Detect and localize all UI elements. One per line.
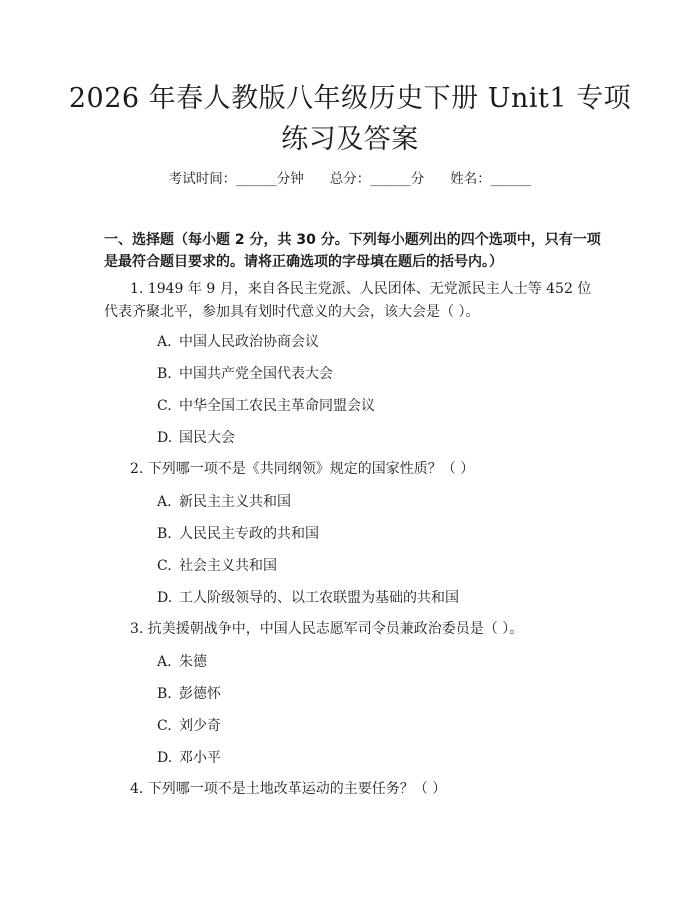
option-text: 国民大会: [179, 430, 235, 446]
exam-time-label: 考试时间：______分钟: [168, 171, 304, 187]
section-heading: 一、选择题（每小题 2 分，共 30 分。下列每小题列出的四个选项中，只有一项是最符合题目要求的。请将正确选项的字母填在题后的括号内。）: [104, 232, 601, 270]
option-letter: D.: [157, 750, 173, 766]
option-text: 中国共产党全国代表大会: [179, 366, 333, 382]
option-letter: C.: [157, 558, 172, 574]
exam-info: [0, 169, 700, 189]
question-1-option-b: [157, 364, 597, 384]
option-text: 工人阶级领导的、以工农联盟为基础的共和国: [179, 590, 459, 606]
question-4: 4. 下列哪一项不是土地改革运动的主要任务？（ ）: [130, 781, 447, 797]
total-score-label: 总分：______分: [329, 171, 425, 187]
question-1-option-a: [157, 332, 597, 352]
title-line-2: 练习及答案: [281, 124, 419, 155]
question-2-option-d: [157, 588, 597, 608]
option-letter: A.: [157, 654, 172, 670]
option-letter: C.: [157, 718, 172, 734]
option-text: 彭德怀: [179, 686, 221, 702]
option-text: 中华全国工农民主革命同盟会议: [179, 398, 375, 414]
question-1: 1. 1949 年 9 月，来自各民主党派、人民团体、无党派民主人士等 452 位代表齐聚北平，参加具有划时代意义的大会，该大会是（ ）。: [104, 281, 592, 320]
question-1-option-c: [157, 396, 597, 416]
question-3: 3. 抗美援朝战争中，中国人民志愿军司令员兼政治委员是（ ）。: [130, 621, 524, 637]
question-3-option-c: [157, 716, 597, 736]
option-text: 社会主义共和国: [179, 558, 277, 574]
option-letter: B.: [157, 686, 172, 702]
student-name-label: 姓名：______: [450, 171, 532, 187]
title-line-1: 2026 年春人教版八年级历史下册 Unit1 专项: [68, 83, 632, 114]
option-text: 邓小平: [179, 750, 221, 766]
question-2-option-b: [157, 524, 597, 544]
option-text: 刘少奇: [179, 718, 221, 734]
option-letter: D.: [157, 430, 173, 446]
option-letter: C.: [157, 398, 172, 414]
question-2: 2. 下列哪一项不是《共同纲领》规定的国家性质？（ ）: [130, 461, 475, 477]
option-text: 中国人民政治协商会议: [179, 334, 319, 350]
question-2-option-c: [157, 556, 597, 576]
option-text: 新民主主义共和国: [179, 494, 291, 510]
option-letter: A.: [157, 494, 172, 510]
option-letter: A.: [157, 334, 172, 350]
question-1-option-d: [157, 428, 597, 448]
option-letter: B.: [157, 526, 172, 542]
question-2-option-a: [157, 492, 597, 512]
question-3-option-b: [157, 684, 597, 704]
question-3-option-a: [157, 652, 597, 672]
option-text: 人民民主专政的共和国: [179, 526, 319, 542]
option-text: 朱德: [179, 654, 207, 670]
document-title: [60, 78, 640, 160]
question-3-option-d: [157, 748, 597, 768]
option-letter: B.: [157, 366, 172, 382]
option-letter: D.: [157, 590, 173, 606]
